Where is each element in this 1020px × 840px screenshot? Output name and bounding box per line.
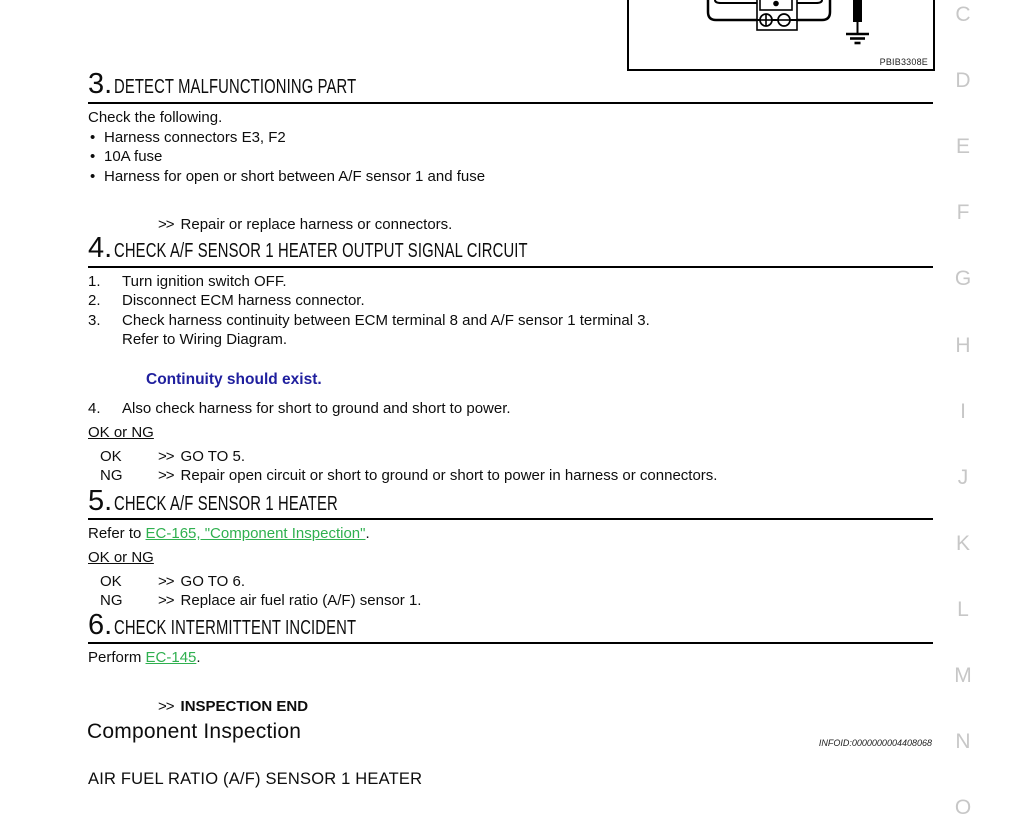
margin-letter-l: L [957,598,969,621]
spec-text: Continuity should exist. [146,371,322,388]
margin-letter-c: C [955,3,971,26]
action-text: Repair open circuit or short to ground or short to power in harness or connectors. [180,467,718,484]
step3-action-line [158,215,452,234]
ec145-link[interactable]: EC-145 [145,649,197,666]
step-number: 3. [88,68,113,100]
perform-suffix: . [196,649,201,666]
ec165-component-inspection-link[interactable]: EC-165, "Component Inspection" [145,525,366,542]
item-text: Also check harness for short to ground and short to power. [122,400,511,417]
circuit-figure-box [627,0,935,71]
margin-letter-n: N [955,730,971,753]
perform-prefix: Perform [88,649,146,666]
inspection-end-text: INSPECTION END [180,698,309,715]
infoid-label: INFOID:0000000004408068 [818,738,932,748]
result-action-ng [158,466,717,485]
item-text: Check harness continuity between ECM terminal 8 and A/F sensor 1 terminal 3. [122,312,650,329]
step-number: 5. [88,485,113,517]
step-title: CHECK A/F SENSOR 1 HEATER [114,493,339,515]
margin-letter-m: M [954,664,972,687]
item-text: Turn ignition switch OFF. [122,273,287,290]
item-text: Disconnect ECM harness connector. [122,292,365,309]
result-action-ng [158,591,421,610]
condition-label: OK or NG [88,424,154,441]
action-text: GO TO 6. [180,573,245,590]
step6-heading [88,610,441,640]
step3-intro: Check the following. [88,109,223,126]
action-arrow: >> [158,448,174,465]
action-text: Repair or replace harness or connectors. [180,216,453,233]
bullet-text: 10A fuse [104,148,163,165]
section-rule [88,102,933,104]
bullet-item [90,147,162,166]
section-rule [88,266,933,268]
margin-letter-k: K [955,532,970,555]
item-number: 1. [88,273,101,290]
margin-letter-i: I [960,400,966,423]
ordered-item [88,311,650,330]
result-label-ng: NG [100,467,123,484]
step-number: 4. [88,232,113,264]
condition-label: OK or NG [88,549,154,566]
action-arrow: >> [158,216,174,233]
refer-suffix: . [365,525,370,542]
result-action-ok [158,447,245,466]
bullet-text: Harness connectors E3, F2 [104,129,286,146]
ordered-item [88,399,511,418]
section-title: Component Inspection [87,720,302,743]
bullet-icon: • [90,148,96,165]
result-action-ok [158,572,245,591]
perform-line [88,648,201,667]
step-title: DETECT MALFUNCTIONING PART [114,76,357,98]
margin-letter-h: H [955,334,971,357]
step4-heading [88,233,673,263]
margin-letter-j: J [957,466,969,489]
bullet-icon: • [90,168,96,185]
item-number: 2. [88,292,101,309]
section-subtitle: AIR FUEL RATIO (A/F) SENSOR 1 HEATER [88,770,423,788]
item-number: 4. [88,400,101,417]
item-continuation: Refer to Wiring Diagram. [122,331,288,348]
section-rule [88,642,933,644]
result-label-ng: NG [100,592,123,609]
step-number: 6. [88,609,113,641]
step3-heading [88,69,442,99]
action-text: GO TO 5. [180,448,245,465]
step5-heading [88,486,417,516]
refer-line [88,524,370,543]
action-arrow: >> [158,573,174,590]
ordered-item [88,291,365,310]
margin-letter-o: O [954,796,972,819]
refer-prefix: Refer to [88,525,146,542]
bullet-item [90,128,286,147]
margin-letter-f: F [956,201,970,224]
action-arrow: >> [158,592,174,609]
figure-code-label: PBIB3308E [879,57,928,67]
action-arrow: >> [158,698,174,715]
bullet-item [90,167,485,186]
margin-letter-g: G [954,267,972,290]
bullet-text: Harness for open or short between A/F sensor 1 and fuse [104,168,486,185]
step-title: CHECK A/F SENSOR 1 HEATER OUTPUT SIGNAL CIRCUIT [114,240,528,262]
margin-letter-e: E [955,135,970,158]
result-label-ok: OK [100,573,122,590]
action-text: Replace air fuel ratio (A/F) sensor 1. [180,592,422,609]
bullet-icon: • [90,129,96,146]
margin-letter-d: D [955,69,971,92]
item-number: 3. [88,312,101,329]
action-arrow: >> [158,467,174,484]
result-label-ok: OK [100,448,122,465]
inspection-end-line [158,697,308,716]
step-title: CHECK INTERMITTENT INCIDENT [114,617,357,639]
ordered-item [88,272,287,291]
section-rule [88,518,933,520]
